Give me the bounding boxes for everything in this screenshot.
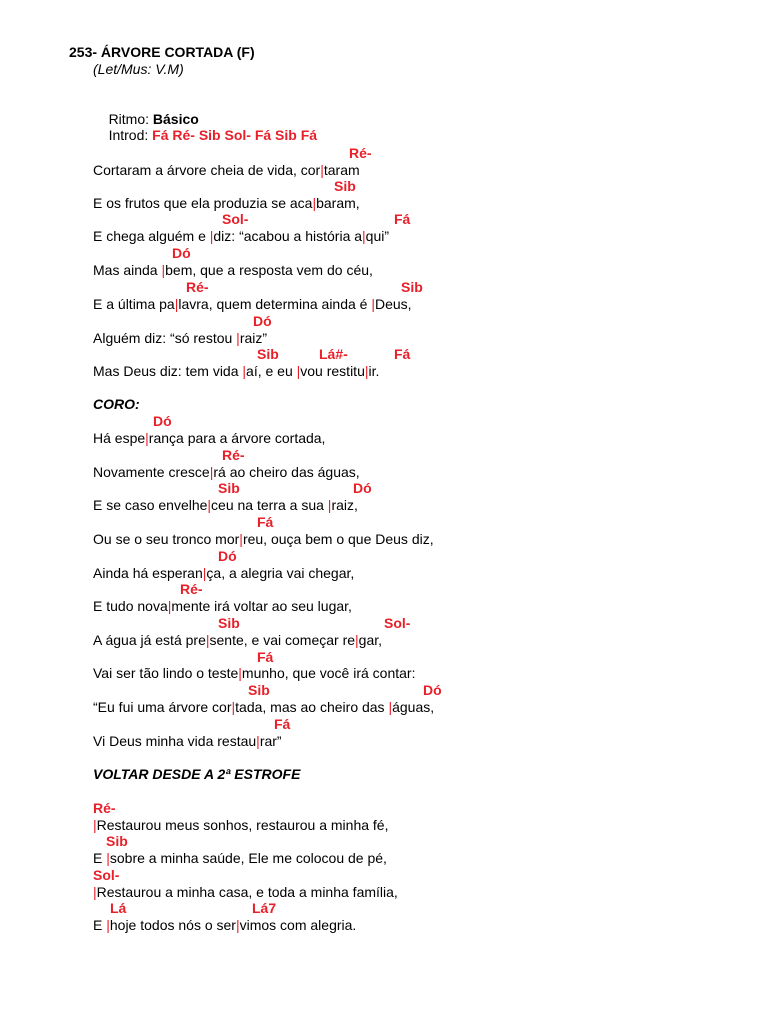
lyric-segment: Restaurou meus sonhos, restaurou a minha fé,	[96, 817, 389, 833]
chord-marker: |	[242, 363, 247, 379]
chord-label: Fá	[257, 514, 274, 530]
lyric-segment: Mas ainda	[93, 262, 162, 278]
chord-label: Sib	[257, 346, 279, 362]
introd-label: Introd:	[108, 127, 153, 143]
lyric-segment: Ainda há esperan	[93, 565, 203, 581]
lyric-segment: Vai ser tão lindo o teste	[93, 665, 239, 681]
lyric-line	[93, 296, 412, 313]
chord-label: Fá	[394, 346, 411, 362]
chord-label: Ré-	[93, 800, 116, 816]
chord-label: Sib	[218, 615, 240, 631]
chord-label: Fá	[257, 649, 274, 665]
song-credits: (Let/Mus: V.M)	[93, 61, 184, 77]
lyric-segment: ir.	[368, 363, 380, 379]
lyric-line	[93, 531, 434, 548]
lyric-segment: E a última pa	[93, 296, 175, 312]
lyric-segment: ceu na terra a sua	[211, 497, 328, 513]
lyric-line	[93, 632, 382, 649]
lyric-line	[93, 817, 388, 834]
lyric-segment: A água já está pre	[93, 632, 206, 648]
lyric-segment: sobre a minha saúde, Ele me colocou de pé,	[109, 850, 387, 866]
lyric-segment: bem, que a resposta vem do céu,	[165, 262, 373, 278]
lyric-segment: Alguém diz: “só restou	[93, 330, 237, 346]
chord-label: Sol-	[222, 211, 249, 227]
chord-marker: |	[362, 228, 366, 244]
chord-label: Dó	[172, 245, 191, 261]
lyric-segment: E tudo nova	[93, 598, 168, 614]
lyric-line	[93, 884, 398, 901]
lyric-line	[93, 565, 354, 582]
lyric-segment: águas,	[392, 699, 435, 715]
song-title: 253- ÁRVORE CORTADA (F)	[69, 44, 255, 60]
lyric-line	[93, 917, 356, 934]
chord-marker: |	[209, 228, 214, 244]
chord-marker: |	[312, 195, 317, 211]
lyric-segment: raiz,	[331, 497, 358, 513]
lyric-segment: rá ao cheiro das águas,	[213, 464, 360, 480]
chord-label: Lá	[110, 900, 127, 916]
lyric-segment: E chega alguém e	[93, 228, 210, 244]
ritmo-label: Ritmo:	[108, 111, 153, 127]
lyric-segment: Ou se o seu tronco mor	[93, 531, 240, 547]
chord-label: Sib	[218, 480, 240, 496]
section-heading: CORO:	[93, 396, 140, 412]
chord-marker: |	[371, 296, 375, 312]
chord-marker: |	[93, 817, 97, 833]
lyric-segment: rança para a árvore cortada,	[148, 430, 326, 446]
chord-label: Sib	[106, 833, 128, 849]
chord-marker: |	[174, 296, 179, 312]
lyric-segment: diz: “acabou a história a	[213, 228, 363, 244]
lyric-segment: E	[93, 917, 107, 933]
introd-chords: Fá Ré- Sib Sol- Fá Sib Fá	[152, 127, 318, 143]
lyric-line	[93, 598, 352, 615]
lyric-segment: qui”	[365, 228, 390, 244]
chord-marker: |	[239, 531, 243, 547]
lyric-segment: tada, mas ao cheiro das	[235, 699, 389, 715]
chord-label: Sib	[248, 682, 270, 698]
lyric-segment: lavra, quem determina ainda é	[178, 296, 372, 312]
chord-marker: |	[209, 464, 214, 480]
lyric-line	[93, 699, 434, 716]
chord-marker: |	[145, 430, 149, 446]
lyric-line	[93, 464, 360, 481]
lyric-segment: ça, a alegria vai chegar,	[206, 565, 355, 581]
lyric-segment: Mas Deus diz: tem vida	[93, 363, 243, 379]
chord-marker: |	[202, 565, 207, 581]
chord-marker: |	[327, 497, 332, 513]
lyric-segment: raiz”	[239, 330, 268, 346]
chord-marker: |	[236, 330, 240, 346]
chord-label: Sol-	[384, 615, 411, 631]
chord-marker: |	[388, 699, 393, 715]
chord-label: Dó	[353, 480, 372, 496]
chord-marker: |	[235, 917, 240, 933]
chord-marker: |	[355, 632, 359, 648]
chord-label: Dó	[153, 413, 172, 429]
ritmo-value: Básico	[152, 111, 199, 127]
lyric-segment: hoje todos nós o ser	[109, 917, 236, 933]
chord-marker: |	[205, 632, 210, 648]
lyric-segment: baram,	[316, 195, 360, 211]
lyric-segment: taram	[323, 162, 360, 178]
lyric-segment: E	[93, 850, 107, 866]
chord-marker: |	[296, 363, 301, 379]
introd-line	[93, 110, 317, 161]
lyric-segment: gar,	[358, 632, 383, 648]
lyric-segment: mente irá voltar ao seu lugar,	[171, 598, 352, 614]
lyric-line	[93, 363, 379, 380]
lyric-line	[93, 733, 282, 750]
chord-label: Ré-	[349, 145, 372, 161]
lyric-segment: “Eu fui uma árvore cor	[93, 699, 232, 715]
chord-label: Ré-	[180, 581, 203, 597]
chord-marker: |	[256, 733, 260, 749]
lyric-line	[93, 430, 325, 447]
chord-marker: |	[231, 699, 236, 715]
lyric-segment: vou restitu	[300, 363, 365, 379]
chord-label: Fá	[394, 211, 411, 227]
lyric-segment: aí, e eu	[246, 363, 297, 379]
lyric-segment: Vi Deus minha vida restau	[93, 733, 257, 749]
lyric-line	[93, 262, 373, 279]
chord-marker: |	[161, 262, 166, 278]
lyric-line	[93, 850, 387, 867]
lyric-line	[93, 195, 360, 212]
chord-label: Sib	[401, 279, 423, 295]
chord-label: Dó	[423, 682, 442, 698]
chord-marker: |	[93, 884, 97, 900]
lyric-segment: vimos com alegria.	[239, 917, 357, 933]
section-heading: VOLTAR DESDE A 2ª ESTROFE	[93, 766, 301, 782]
lyric-line	[93, 162, 360, 179]
chord-marker: |	[207, 497, 212, 513]
lyric-segment: sente, e vai começar re	[209, 632, 356, 648]
lyric-segment: rar”	[259, 733, 282, 749]
lyric-segment: munho, que você irá contar:	[241, 665, 416, 681]
chord-label: Dó	[253, 313, 272, 329]
chord-marker: |	[167, 598, 172, 614]
chord-label: Fá	[274, 716, 291, 732]
chord-marker: |	[238, 665, 242, 681]
lyric-segment: E se caso envelhe	[93, 497, 208, 513]
chord-label: Ré-	[222, 447, 245, 463]
chord-label: Lá7	[252, 900, 277, 916]
chord-marker: |	[364, 363, 369, 379]
lyric-line	[93, 665, 415, 682]
lyric-segment: Novamente cresce	[93, 464, 210, 480]
chord-label: Dó	[218, 548, 237, 564]
chord-label: Ré-	[186, 279, 209, 295]
chord-marker: |	[106, 850, 110, 866]
lyric-segment: reu, ouça bem o que Deus diz,	[242, 531, 434, 547]
lyric-line	[93, 330, 267, 347]
lyric-segment: Restaurou a minha casa, e toda a minha família,	[96, 884, 398, 900]
lyric-line	[93, 228, 389, 245]
chord-marker: |	[320, 162, 324, 178]
lyric-segment: Deus,	[375, 296, 412, 312]
chord-label: Sol-	[93, 867, 120, 883]
lyric-segment: E os frutos que ela produzia se aca	[93, 195, 313, 211]
chord-label: Sib	[334, 178, 356, 194]
chord-label: Lá#-	[319, 346, 348, 362]
chord-marker: |	[106, 917, 110, 933]
lyric-line	[93, 497, 358, 514]
lyric-segment: Cortaram a árvore cheia de vida, cor	[93, 162, 321, 178]
lyric-segment: Há espe	[93, 430, 146, 446]
